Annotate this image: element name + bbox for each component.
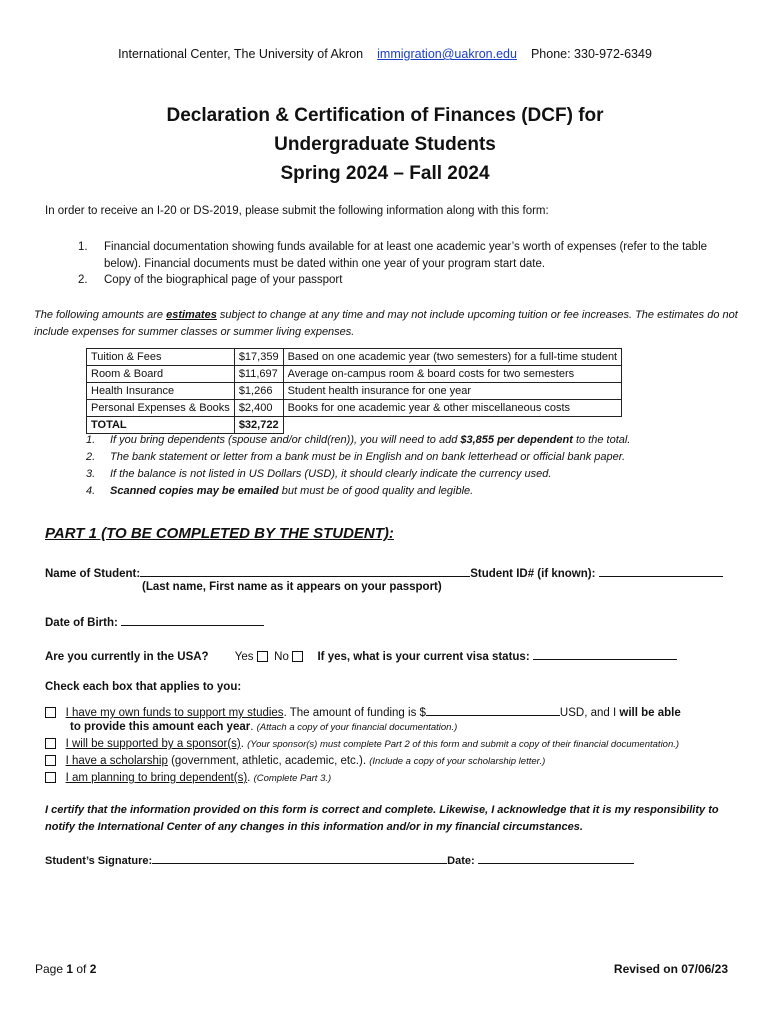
total-label: TOTAL xyxy=(87,417,235,434)
dob-label: Date of Birth: xyxy=(45,617,118,629)
list-item xyxy=(78,239,728,272)
usa-row xyxy=(45,648,677,663)
option-own-funds-cont xyxy=(70,721,457,733)
note-emphasis: estimates xyxy=(166,309,217,321)
no-checkbox[interactable] xyxy=(292,651,303,662)
list-text: If the balance is not listed in US Dollars (USD), it should clearly indicate the currency used. xyxy=(110,468,552,480)
cost-desc: Student health insurance for one year xyxy=(283,383,622,400)
signature-field[interactable] xyxy=(152,852,447,864)
cost-item: Personal Expenses & Books xyxy=(87,400,235,417)
list-item xyxy=(78,272,728,289)
cost-item: Tuition & Fees xyxy=(87,349,235,366)
check-label: Check each box that applies to you: xyxy=(45,681,242,693)
page-number xyxy=(35,962,96,976)
estimates-note xyxy=(34,307,739,341)
signature-label: Student’s Signature: xyxy=(45,855,153,867)
option-text: I have a scholarship xyxy=(65,755,168,767)
yes-label: Yes xyxy=(234,651,254,663)
list-text: Financial documentation showing funds available for at least one academic year’s worth of expenses (refer to the table below). Financial documents must be dated within one year of your program start date. xyxy=(104,241,708,270)
list-number: 3. xyxy=(86,468,96,480)
title-line-2: Undergraduate Students xyxy=(274,134,496,155)
sponsor-checkbox[interactable] xyxy=(45,738,56,749)
email-link[interactable]: immigration@uakron.edu xyxy=(377,47,517,61)
option-bold: will be able xyxy=(619,707,681,719)
document-title xyxy=(0,101,770,188)
certification-text: I certify that the information provided on this form is correct and complete. Likewise, I acknowledge that it is my responsibility to notify the International Center of any changes in this information and/or in my financial circumstances. xyxy=(45,804,719,833)
table-row xyxy=(87,400,622,417)
list-number: 2. xyxy=(86,451,96,463)
list-text: The bank statement or letter from a bank must be in English and on bank letterhead or official bank paper. xyxy=(110,451,626,463)
no-label: No xyxy=(274,651,289,663)
list-text: but must be of good quality and legible. xyxy=(278,485,474,497)
title-line-1: Declaration & Certification of Finances (DCF) for xyxy=(166,105,604,126)
title-line-3: Spring 2024 – Fall 2024 xyxy=(280,163,490,184)
option-note: (Complete Part 3.) xyxy=(253,773,332,784)
list-text: to the total. xyxy=(572,434,631,446)
option-own-funds xyxy=(45,704,745,719)
cost-desc: Books for one academic year & other miscellaneous costs xyxy=(283,400,622,417)
option-dependents xyxy=(45,772,331,784)
cost-amount: $17,359 xyxy=(234,349,283,366)
option-text: I will be supported by a sponsor(s) xyxy=(65,738,241,750)
option-text: USD, and I xyxy=(559,707,620,719)
cost-notes-list xyxy=(86,432,736,500)
option-note: (Attach a copy of your financial documentation.) xyxy=(256,722,458,733)
cost-desc: Average on-campus room & board costs for two semesters xyxy=(283,366,622,383)
option-text: (government, athletic, academic, etc.). xyxy=(167,755,370,767)
page-text: Page xyxy=(35,962,67,976)
phone-number: Phone: 330-972-6349 xyxy=(530,47,652,61)
list-number: 4. xyxy=(86,485,96,497)
option-bold: to provide this amount each year xyxy=(70,721,251,733)
cost-amount: $1,266 xyxy=(234,383,283,400)
org-name: International Center, The University of Akron xyxy=(118,47,364,61)
scholarship-checkbox[interactable] xyxy=(45,755,56,766)
note-text: subject to change at any time and may not include upcoming tuition or fee increases. The estimates do not include expenses for summer classes or summer living expenses. xyxy=(34,309,738,338)
list-item xyxy=(86,466,736,483)
page-header xyxy=(0,47,770,61)
own-funds-checkbox[interactable] xyxy=(45,707,56,718)
list-number: 2. xyxy=(78,274,88,286)
name-field[interactable] xyxy=(140,565,470,577)
cost-desc: Based on one academic year (two semesters) for a full-time student xyxy=(283,349,622,366)
cost-item: Health Insurance xyxy=(87,383,235,400)
dob-row xyxy=(45,614,264,629)
option-text: . xyxy=(247,772,254,784)
signature-row xyxy=(45,852,634,867)
date-field[interactable] xyxy=(478,852,634,864)
list-bold: $3,855 per dependent xyxy=(460,434,573,446)
page-total: 2 xyxy=(89,962,97,976)
costs-table xyxy=(86,348,622,434)
table-row-total xyxy=(87,417,622,434)
option-text: . xyxy=(240,738,248,750)
option-note: (Include a copy of your scholarship letter.) xyxy=(369,756,546,767)
list-item xyxy=(86,483,736,500)
dob-field[interactable] xyxy=(121,614,264,626)
list-bold: Scanned copies may be emailed xyxy=(110,485,279,497)
list-number: 1. xyxy=(78,241,88,253)
option-text: . xyxy=(250,721,257,733)
list-text: If you bring dependents (spouse and/or child(ren)), you will need to add xyxy=(110,434,461,446)
name-hint: (Last name, First name as it appears on your passport) xyxy=(142,581,442,593)
visa-field[interactable] xyxy=(533,648,677,660)
intro-text: In order to receive an I-20 or DS-2019, please submit the following information along with this form: xyxy=(45,205,549,217)
option-text: . The amount of funding is $ xyxy=(283,707,426,719)
note-text: The following amounts are xyxy=(34,309,167,321)
funding-amount-field[interactable] xyxy=(426,704,560,716)
cost-amount: $11,697 xyxy=(234,366,283,383)
list-item xyxy=(86,449,736,466)
option-text: I have my own funds to support my studies xyxy=(65,707,284,719)
table-row xyxy=(87,349,622,366)
date-label: Date: xyxy=(447,855,475,867)
table-row xyxy=(87,366,622,383)
list-text: Copy of the biographical page of your passport xyxy=(104,274,343,286)
visa-label: If yes, what is your current visa status: xyxy=(317,651,530,663)
usa-label: Are you currently in the USA? xyxy=(45,651,209,663)
name-label: Name of Student: xyxy=(45,568,141,580)
empty-cell xyxy=(283,417,622,434)
option-text: I am planning to bring dependent(s) xyxy=(65,772,248,784)
total-amount: $32,722 xyxy=(234,417,283,434)
student-id-label: Student ID# (if known): xyxy=(470,568,596,580)
cost-amount: $2,400 xyxy=(234,400,283,417)
option-sponsor xyxy=(45,738,679,750)
list-number: 1. xyxy=(86,434,96,446)
option-note: (Your sponsor(s) must complete Part 2 of this form and submit a copy of their financial documentation.) xyxy=(247,739,680,750)
table-row xyxy=(87,383,622,400)
yes-checkbox[interactable] xyxy=(257,651,268,662)
option-scholarship xyxy=(45,755,545,767)
dependents-checkbox[interactable] xyxy=(45,772,56,783)
page-text: of xyxy=(73,962,90,976)
revised-date: Revised on 07/06/23 xyxy=(613,962,728,976)
cost-item: Room & Board xyxy=(87,366,235,383)
part1-heading: PART 1 (TO BE COMPLETED BY THE STUDENT): xyxy=(45,525,394,542)
page-current: 1 xyxy=(66,962,74,976)
student-id-field[interactable] xyxy=(599,565,723,577)
requirements-list xyxy=(78,239,728,289)
list-item xyxy=(86,432,736,449)
name-row xyxy=(45,565,723,580)
